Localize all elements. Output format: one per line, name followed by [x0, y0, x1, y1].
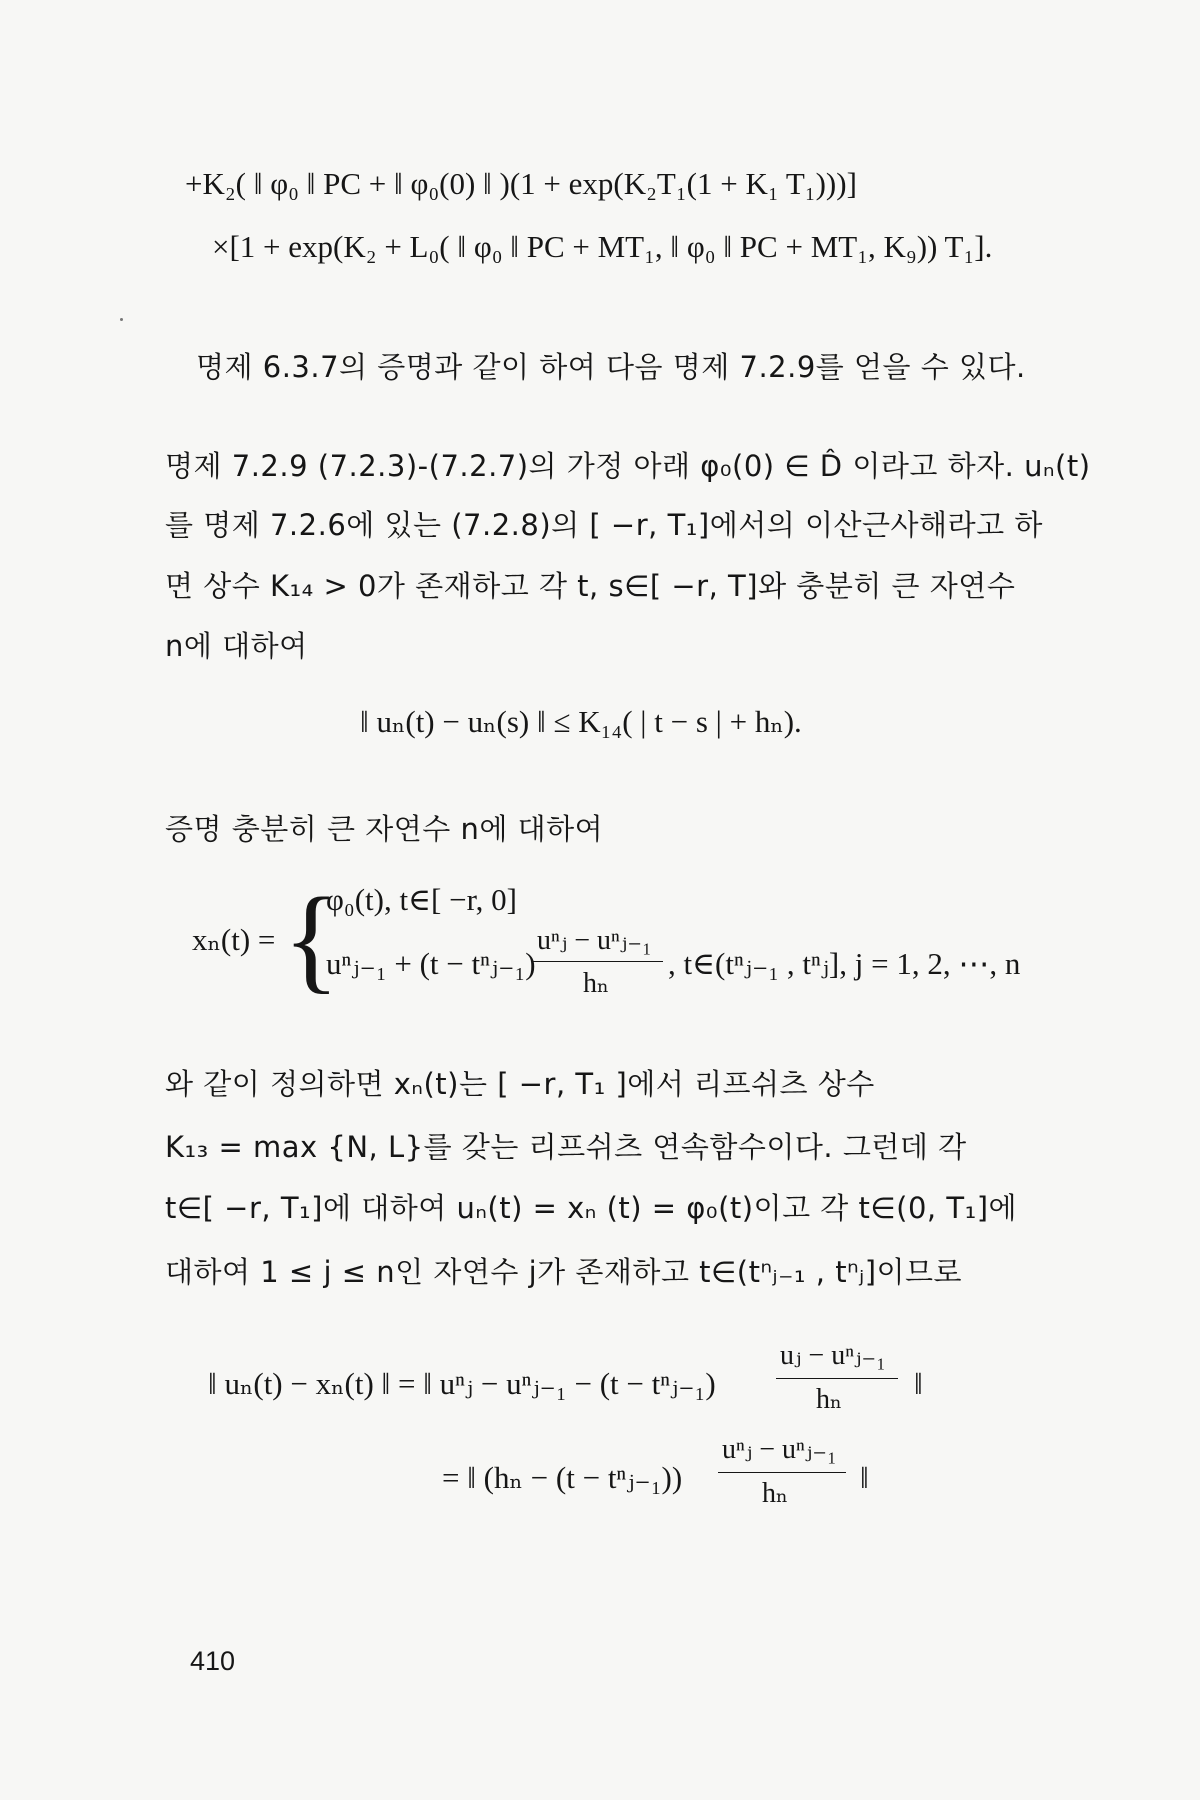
- scan-speck: [120, 318, 123, 321]
- intro-sentence: 명제 6.3.7의 증명과 같이 하여 다음 명제 7.2.9를 얻을 수 있다.: [196, 350, 1026, 384]
- paragraph-line-2: K₁₃ = max {N, L}를 갖는 리프쉬츠 연속함수이다. 그런데 각: [165, 1130, 967, 1164]
- difference-numerator-1: uⱼ − uⁿⱼ₋₁: [780, 1340, 886, 1371]
- paragraph-line-1: 와 같이 정의하면 xₙ(t)는 [ −r, T₁ ]에서 리프쉬츠 상수: [165, 1067, 875, 1101]
- paragraph-line-3: t∈[ −r, T₁]에 대하여 uₙ(t) = xₙ (t) = φ₀(t)이고 각 t∈(0, T₁]에: [165, 1191, 1018, 1225]
- lemma-line-2: 를 명제 7.2.6에 있는 (7.2.8)의 [ −r, T₁]에서의 이산근사해라고 하: [165, 508, 1043, 542]
- left-brace: {: [283, 873, 340, 1004]
- difference-fraction-bar-1: [776, 1378, 898, 1379]
- lemma-line-1: 명제 7.2.9 (7.2.3)-(7.2.7)의 가정 아래 φ₀(0) ∈ D̂ 이라고 하자. uₙ(t): [165, 449, 1091, 483]
- difference-norm-close-1: ‖: [914, 1366, 923, 1401]
- proof-line-1: 증명 충분히 큰 자연수 n에 대하여: [165, 812, 604, 846]
- xn-case-2-numerator: uⁿⱼ − uⁿⱼ₋₁: [537, 925, 652, 956]
- difference-denominator-1: hₙ: [816, 1384, 843, 1415]
- difference-norm-close-2: ‖: [860, 1460, 869, 1495]
- difference-fraction-bar-2: [718, 1472, 846, 1473]
- xn-fraction-bar: [533, 961, 663, 962]
- lemma-line-3: 면 상수 K₁₄ > 0가 존재하고 각 t, s∈[ −r, T]와 충분히 큰 자연수: [165, 569, 1016, 603]
- xn-lhs: xₙ(t) =: [192, 922, 276, 957]
- lemma-inequality: ‖ uₙ(t) − uₙ(s) ‖ ≤ K₁₄( | t − s | + hₙ).: [360, 704, 802, 739]
- difference-denominator-2: hₙ: [762, 1478, 789, 1509]
- equation-tail-line-1: +K₂( ‖ φ₀ ‖ PC + ‖ φ₀(0) ‖ )(1 + exp(K₂T₁(1 + K₁ T₁)))]: [185, 166, 857, 201]
- xn-case-2-denominator: hₙ: [583, 968, 610, 999]
- difference-line-1: ‖ uₙ(t) − xₙ(t) ‖ = ‖ uⁿⱼ − uⁿⱼ₋₁ − (t − tⁿⱼ₋₁): [208, 1366, 716, 1401]
- equation-tail-line-2: ×[1 + exp(K₂ + L₀( ‖ φ₀ ‖ PC + MT₁, ‖ φ₀ ‖ PC + MT₁, K₉)) T₁].: [212, 229, 993, 264]
- difference-numerator-2: uⁿⱼ − uⁿⱼ₋₁: [722, 1434, 837, 1465]
- page-number: 410: [190, 1646, 236, 1676]
- lemma-line-4: n에 대하여: [165, 629, 308, 663]
- paragraph-line-4: 대하여 1 ≤ j ≤ n인 자연수 j가 존재하고 t∈(tⁿⱼ₋₁ , tⁿⱼ]이므로: [165, 1255, 963, 1289]
- xn-case-2-prefix: uⁿⱼ₋₁ + (t − tⁿⱼ₋₁): [326, 946, 536, 981]
- xn-case-2-suffix: , t∈(tⁿⱼ₋₁ , tⁿⱼ], j = 1, 2, ⋯, n: [668, 946, 1021, 981]
- xn-case-1: φ₀(t), t∈[ −r, 0]: [326, 882, 517, 917]
- difference-line-2: = ‖ (hₙ − (t − tⁿⱼ₋₁)): [442, 1460, 683, 1495]
